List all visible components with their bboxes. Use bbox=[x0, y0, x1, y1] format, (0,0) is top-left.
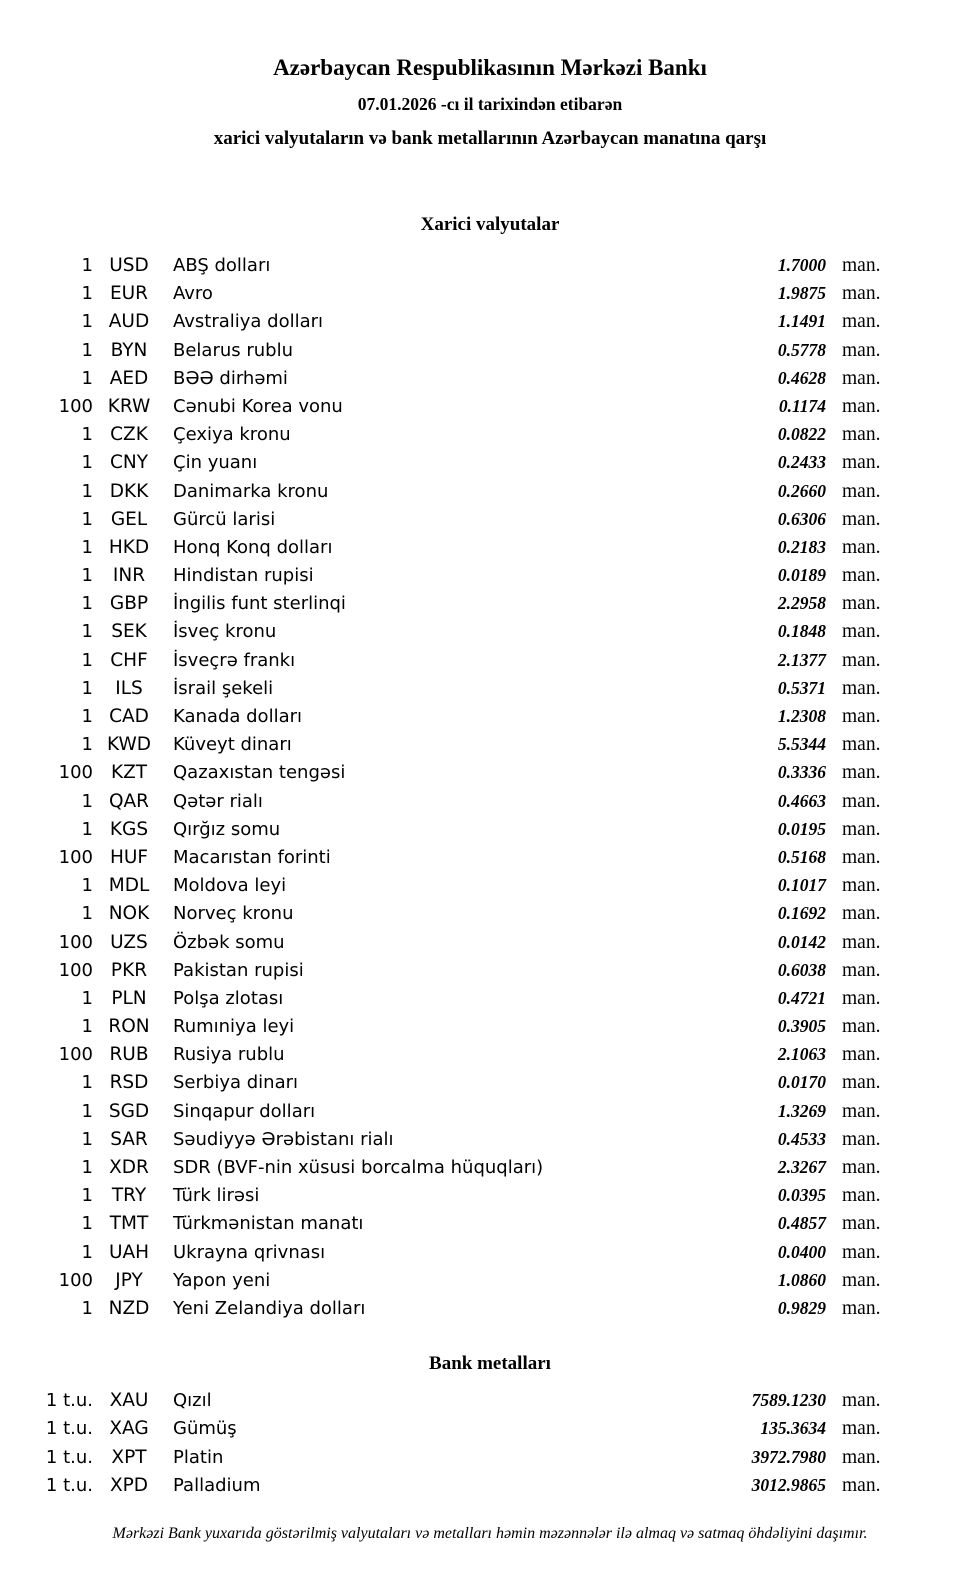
row-quantity: 100 bbox=[58, 1269, 93, 1291]
row-unit-label: man. bbox=[842, 1044, 881, 1066]
row-quantity: 1 bbox=[81, 875, 93, 897]
row-quantity: 100 bbox=[58, 395, 93, 417]
row-rate-value: 0.4533 bbox=[777, 1128, 826, 1149]
row-currency-name: Rusiya rublu bbox=[173, 1044, 285, 1066]
row-currency-name: ABŞ dolları bbox=[173, 255, 271, 276]
row-currency-code: EUR bbox=[109, 283, 149, 305]
row-currency-code: INR bbox=[112, 565, 146, 587]
row-currency-name: Cənubi Korea vonu bbox=[173, 395, 343, 417]
rate-row bbox=[30, 1238, 896, 1266]
row-unit-label: man. bbox=[842, 1474, 881, 1496]
row-currency-name: Ukrayna qrivnası bbox=[173, 1241, 326, 1263]
row-unit-label: man. bbox=[842, 734, 881, 756]
row-currency-code: XDR bbox=[109, 1157, 149, 1178]
row-unit-label: man. bbox=[842, 508, 881, 530]
row-quantity: 1 t.u. bbox=[45, 1390, 93, 1412]
currencies-section-title: Xarici valyutalar bbox=[420, 214, 560, 235]
rate-row bbox=[30, 279, 896, 307]
row-currency-name: Norveç kronu bbox=[173, 903, 294, 925]
row-quantity: 1 bbox=[81, 1072, 93, 1094]
row-currency-name: Avstraliya dolları bbox=[173, 311, 324, 333]
row-currency-name: Danimarka kronu bbox=[173, 480, 329, 502]
row-unit-label: man. bbox=[842, 1100, 881, 1122]
row-quantity: 1 bbox=[81, 903, 93, 925]
row-quantity: 1 bbox=[81, 339, 93, 361]
rate-row bbox=[30, 477, 896, 505]
row-quantity: 1 bbox=[81, 367, 93, 389]
row-currency-code: KGS bbox=[109, 818, 149, 840]
row-unit-label: man. bbox=[842, 931, 881, 953]
row-unit-label: man. bbox=[842, 677, 881, 699]
row-currency-code: HKD bbox=[108, 536, 150, 558]
row-currency-code: CZK bbox=[110, 424, 148, 446]
rate-row bbox=[30, 589, 896, 617]
row-currency-code: RON bbox=[108, 1016, 150, 1038]
row-quantity: 1 bbox=[81, 283, 93, 305]
row-rate-value: 0.0822 bbox=[777, 424, 826, 445]
row-quantity: 1 bbox=[81, 311, 93, 333]
row-quantity: 100 bbox=[58, 931, 93, 953]
rate-row bbox=[30, 758, 896, 786]
row-unit-label: man. bbox=[842, 818, 881, 840]
row-currency-code: PLN bbox=[111, 987, 147, 1009]
row-unit-label: man. bbox=[842, 1241, 881, 1263]
row-quantity: 1 bbox=[81, 1213, 93, 1235]
row-rate-value: 2.1377 bbox=[777, 649, 826, 670]
row-quantity: 1 bbox=[81, 424, 93, 446]
row-currency-name: Rumıniya leyi bbox=[173, 1016, 295, 1038]
row-currency-name: Yapon yeni bbox=[173, 1269, 271, 1291]
row-rate-value: 3012.9865 bbox=[751, 1474, 826, 1495]
row-rate-value: 0.5371 bbox=[777, 677, 826, 698]
row-rate-value: 0.0395 bbox=[777, 1185, 826, 1206]
row-quantity: 1 bbox=[81, 1185, 93, 1207]
row-currency-code: TMT bbox=[109, 1213, 149, 1235]
row-currency-code: KRW bbox=[107, 395, 151, 417]
rate-row bbox=[30, 1386, 896, 1414]
rate-row bbox=[30, 251, 896, 279]
page-title: Azərbaycan Respublikasının Mərkəzi Bankı bbox=[273, 55, 707, 80]
rate-row bbox=[30, 702, 896, 730]
row-currency-name: Avro bbox=[173, 283, 213, 305]
row-currency-code: USD bbox=[109, 255, 149, 276]
row-unit-label: man. bbox=[842, 1213, 881, 1235]
rate-row bbox=[30, 871, 896, 899]
row-unit-label: man. bbox=[842, 1016, 881, 1038]
row-currency-code: XPD bbox=[109, 1474, 149, 1496]
row-currency-code: DKK bbox=[109, 480, 149, 502]
row-currency-name: Polşa zlotası bbox=[173, 987, 284, 1009]
row-unit-label: man. bbox=[842, 959, 881, 981]
row-unit-label: man. bbox=[842, 395, 881, 417]
row-currency-code: RUB bbox=[109, 1044, 149, 1066]
row-rate-value: 2.2958 bbox=[777, 593, 826, 614]
row-rate-value: 0.1174 bbox=[778, 395, 826, 416]
row-unit-label: man. bbox=[842, 593, 881, 615]
row-unit-label: man. bbox=[842, 311, 881, 333]
row-currency-name: Türkmənistan manatı bbox=[173, 1213, 364, 1235]
row-quantity: 1 bbox=[81, 593, 93, 615]
row-quantity: 1 bbox=[81, 1157, 93, 1178]
row-rate-value: 0.0142 bbox=[777, 931, 826, 952]
rate-row bbox=[30, 561, 896, 589]
row-rate-value: 0.5168 bbox=[777, 846, 826, 867]
row-currency-name: SDR (BVF-nin xüsusi borcalma hüquqları) bbox=[173, 1157, 544, 1178]
rate-row bbox=[30, 505, 896, 533]
rate-row bbox=[30, 674, 896, 702]
row-quantity: 100 bbox=[58, 1044, 93, 1066]
rate-row bbox=[30, 1443, 896, 1471]
row-rate-value: 0.5778 bbox=[777, 339, 826, 360]
rate-row bbox=[30, 1209, 896, 1237]
page-subtitle: xarici valyutaların və bank metallarının Azərbaycan manatına qarşı bbox=[213, 128, 767, 149]
row-currency-code: NOK bbox=[108, 903, 150, 925]
row-unit-label: man. bbox=[842, 987, 881, 1009]
row-currency-code: KWD bbox=[106, 734, 151, 756]
row-rate-value: 1.3269 bbox=[777, 1100, 826, 1121]
row-currency-name: Platin bbox=[173, 1446, 224, 1468]
row-quantity: 1 bbox=[81, 649, 93, 671]
currencies-table bbox=[30, 251, 896, 1322]
row-unit-label: man. bbox=[842, 706, 881, 727]
rate-row bbox=[30, 1125, 896, 1153]
row-currency-name: Sinqapur dolları bbox=[173, 1100, 316, 1122]
row-unit-label: man. bbox=[842, 565, 881, 587]
row-quantity: 1 bbox=[81, 480, 93, 502]
row-quantity: 1 bbox=[81, 1297, 93, 1319]
row-rate-value: 0.3336 bbox=[777, 762, 826, 783]
row-rate-value: 7589.1230 bbox=[751, 1390, 826, 1411]
rate-row bbox=[30, 1266, 896, 1294]
row-rate-value: 0.4663 bbox=[777, 790, 826, 811]
row-rate-value: 5.5344 bbox=[777, 734, 826, 755]
row-currency-code: UAH bbox=[108, 1241, 150, 1263]
row-currency-name: Gürcü larisi bbox=[173, 508, 276, 530]
row-unit-label: man. bbox=[842, 1185, 881, 1207]
row-unit-label: man. bbox=[842, 790, 881, 812]
rate-row bbox=[30, 1040, 896, 1068]
row-unit-label: man. bbox=[842, 1157, 881, 1178]
row-quantity: 1 bbox=[81, 508, 93, 530]
row-unit-label: man. bbox=[842, 1446, 881, 1468]
row-unit-label: man. bbox=[842, 339, 881, 361]
row-currency-name: Honq Konq dolları bbox=[173, 536, 333, 558]
row-unit-label: man. bbox=[842, 649, 881, 671]
row-rate-value: 0.6038 bbox=[777, 959, 826, 980]
rate-row bbox=[30, 307, 896, 335]
row-quantity: 1 bbox=[81, 818, 93, 840]
row-currency-code: CHF bbox=[110, 649, 148, 671]
row-quantity: 1 bbox=[81, 734, 93, 756]
row-currency-code: SGD bbox=[108, 1100, 150, 1122]
row-rate-value: 0.4721 bbox=[777, 987, 826, 1008]
row-currency-code: BYN bbox=[110, 339, 148, 361]
row-unit-label: man. bbox=[842, 1128, 881, 1150]
row-rate-value: 0.1848 bbox=[777, 621, 826, 642]
row-unit-label: man. bbox=[842, 846, 881, 868]
row-unit-label: man. bbox=[842, 480, 881, 502]
row-rate-value: 0.9829 bbox=[777, 1297, 826, 1318]
row-unit-label: man. bbox=[842, 255, 881, 276]
row-currency-code: XAU bbox=[109, 1390, 149, 1412]
row-currency-name: Türk lirəsi bbox=[173, 1185, 260, 1207]
rate-row bbox=[30, 392, 896, 420]
rate-row bbox=[30, 956, 896, 984]
row-unit-label: man. bbox=[842, 1269, 881, 1291]
row-currency-code: KZT bbox=[110, 762, 148, 784]
row-rate-value: 0.1017 bbox=[777, 875, 826, 896]
row-quantity: 1 bbox=[81, 536, 93, 558]
row-currency-name: Qazaxıstan tengəsi bbox=[173, 762, 346, 784]
row-rate-value: 0.0195 bbox=[777, 818, 826, 839]
row-currency-name: Küveyt dinarı bbox=[173, 734, 292, 756]
row-unit-label: man. bbox=[842, 903, 881, 925]
row-rate-value: 0.0170 bbox=[777, 1072, 826, 1093]
rate-row bbox=[30, 815, 896, 843]
rate-row bbox=[30, 336, 896, 364]
row-rate-value: 1.2308 bbox=[777, 706, 826, 726]
row-currency-code: SAR bbox=[110, 1128, 148, 1150]
row-currency-name: İsveçrə frankı bbox=[173, 649, 296, 671]
rate-row bbox=[30, 899, 896, 927]
row-unit-label: man. bbox=[842, 536, 881, 558]
row-currency-name: Moldova leyi bbox=[173, 875, 287, 897]
row-rate-value: 1.7000 bbox=[777, 255, 826, 275]
row-rate-value: 2.1063 bbox=[777, 1044, 826, 1065]
rate-row bbox=[30, 1294, 896, 1322]
row-currency-name: Serbiya dinarı bbox=[173, 1072, 298, 1094]
row-unit-label: man. bbox=[842, 1072, 881, 1094]
row-quantity: 1 bbox=[81, 987, 93, 1009]
row-currency-code: MDL bbox=[108, 875, 150, 897]
row-currency-name: İsrail şekeli bbox=[173, 677, 274, 699]
row-currency-name: Hindistan rupisi bbox=[173, 565, 314, 587]
row-quantity: 1 bbox=[81, 621, 93, 643]
row-currency-name: Çin yuanı bbox=[173, 452, 258, 474]
row-currency-code: ILS bbox=[115, 677, 143, 699]
row-rate-value: 0.1692 bbox=[777, 903, 826, 924]
row-quantity: 100 bbox=[58, 762, 93, 784]
row-rate-value: 3972.7980 bbox=[751, 1446, 826, 1467]
rate-row bbox=[30, 420, 896, 448]
row-quantity: 1 bbox=[81, 565, 93, 587]
row-currency-name: Palladium bbox=[173, 1474, 261, 1496]
rate-row bbox=[30, 1181, 896, 1209]
rate-row bbox=[30, 730, 896, 758]
row-unit-label: man. bbox=[842, 1418, 881, 1440]
disclaimer-text: Mərkəzi Bank yuxarıda göstərilmiş valyutaları və metalları həmin məzənnələr ilə almaq və satmaq öhdəliyini daşımır. bbox=[112, 1525, 868, 1542]
row-currency-code: AUD bbox=[108, 311, 150, 333]
row-quantity: 100 bbox=[58, 959, 93, 981]
row-rate-value: 2.3267 bbox=[777, 1157, 826, 1177]
row-currency-code: SEK bbox=[111, 621, 147, 643]
row-currency-name: Pakistan rupisi bbox=[173, 959, 304, 981]
row-rate-value: 1.0860 bbox=[777, 1269, 826, 1290]
row-unit-label: man. bbox=[842, 1390, 881, 1412]
row-quantity: 1 t.u. bbox=[45, 1474, 93, 1496]
rate-row bbox=[30, 1068, 896, 1096]
row-unit-label: man. bbox=[842, 875, 881, 897]
row-rate-value: 0.0400 bbox=[777, 1241, 826, 1262]
row-quantity: 1 bbox=[81, 1241, 93, 1263]
row-currency-name: Belarus rublu bbox=[173, 339, 294, 361]
row-currency-code: GEL bbox=[110, 508, 148, 530]
row-unit-label: man. bbox=[842, 621, 881, 643]
row-unit-label: man. bbox=[842, 283, 881, 305]
rate-row bbox=[30, 984, 896, 1012]
row-currency-name: Qızıl bbox=[173, 1390, 212, 1412]
row-quantity: 1 bbox=[81, 255, 93, 276]
row-quantity: 1 bbox=[81, 677, 93, 699]
row-currency-name: Çexiya kronu bbox=[173, 424, 291, 446]
rate-row bbox=[30, 646, 896, 674]
row-currency-code: TRY bbox=[111, 1185, 147, 1207]
row-currency-code: CNY bbox=[109, 452, 149, 474]
row-currency-name: İsveç kronu bbox=[173, 621, 277, 643]
row-rate-value: 0.4857 bbox=[777, 1213, 826, 1234]
row-quantity: 1 bbox=[81, 1128, 93, 1150]
row-rate-value: 0.2433 bbox=[777, 452, 826, 473]
row-unit-label: man. bbox=[842, 452, 881, 474]
row-quantity: 1 t.u. bbox=[45, 1418, 93, 1440]
rate-row bbox=[30, 617, 896, 645]
row-currency-name: İngilis funt sterlinqi bbox=[173, 593, 346, 615]
row-currency-name: Səudiyyə Ərəbistanı rialı bbox=[173, 1128, 394, 1150]
row-rate-value: 135.3634 bbox=[760, 1418, 826, 1439]
row-rate-value: 0.2183 bbox=[777, 536, 826, 557]
rate-row bbox=[30, 1153, 896, 1181]
row-currency-code: AED bbox=[109, 367, 149, 389]
row-currency-name: Kanada dolları bbox=[173, 706, 303, 727]
row-currency-code: XPT bbox=[111, 1446, 147, 1468]
row-currency-name: Qırğız somu bbox=[173, 818, 281, 840]
row-currency-code: CAD bbox=[109, 706, 149, 727]
rate-row bbox=[30, 448, 896, 476]
row-quantity: 100 bbox=[58, 846, 93, 868]
metals-table bbox=[30, 1386, 896, 1499]
row-unit-label: man. bbox=[842, 762, 881, 784]
rate-row bbox=[30, 1471, 896, 1499]
metals-section-title: Bank metalları bbox=[429, 1353, 551, 1375]
rate-row bbox=[30, 1097, 896, 1125]
row-rate-value: 0.0189 bbox=[777, 565, 826, 586]
rate-row bbox=[30, 1012, 896, 1040]
row-rate-value: 0.3905 bbox=[777, 1016, 826, 1037]
rate-row bbox=[30, 1414, 896, 1442]
row-unit-label: man. bbox=[842, 1297, 881, 1319]
row-currency-name: Özbək somu bbox=[173, 931, 285, 953]
row-quantity: 1 bbox=[81, 452, 93, 474]
row-currency-code: RSD bbox=[109, 1072, 149, 1094]
row-rate-value: 0.2660 bbox=[777, 480, 826, 501]
row-currency-name: Macarıstan forinti bbox=[173, 846, 331, 868]
row-rate-value: 0.6306 bbox=[777, 508, 826, 529]
rate-row bbox=[30, 928, 896, 956]
row-currency-code: GBP bbox=[109, 593, 149, 615]
row-rate-value: 1.1491 bbox=[777, 311, 826, 332]
row-currency-code: XAG bbox=[109, 1418, 149, 1440]
row-currency-name: Qətər rialı bbox=[173, 790, 263, 812]
rate-row bbox=[30, 843, 896, 871]
row-currency-code: PKR bbox=[110, 959, 148, 981]
row-currency-code: JPY bbox=[115, 1269, 143, 1291]
row-quantity: 1 bbox=[81, 790, 93, 812]
rate-row bbox=[30, 787, 896, 815]
row-currency-code: HUF bbox=[109, 846, 149, 868]
rate-row bbox=[30, 364, 896, 392]
row-rate-value: 1.9875 bbox=[777, 283, 826, 304]
effective-date-line: 07.01.2026 -cı il tarixindən etibarən bbox=[357, 94, 623, 114]
row-unit-label: man. bbox=[842, 367, 881, 389]
row-currency-code: UZS bbox=[110, 931, 148, 953]
row-currency-name: Gümüş bbox=[173, 1418, 237, 1440]
row-quantity: 1 bbox=[81, 1100, 93, 1122]
row-currency-code: NZD bbox=[108, 1297, 150, 1319]
row-currency-name: BƏƏ dirhəmi bbox=[173, 367, 288, 389]
row-quantity: 1 t.u. bbox=[45, 1446, 93, 1468]
row-rate-value: 0.4628 bbox=[777, 367, 826, 388]
row-quantity: 1 bbox=[81, 706, 93, 727]
rate-row bbox=[30, 533, 896, 561]
row-currency-name: Yeni Zelandiya dolları bbox=[173, 1297, 366, 1319]
row-quantity: 1 bbox=[81, 1016, 93, 1038]
row-currency-code: QAR bbox=[108, 790, 150, 812]
row-unit-label: man. bbox=[842, 424, 881, 446]
